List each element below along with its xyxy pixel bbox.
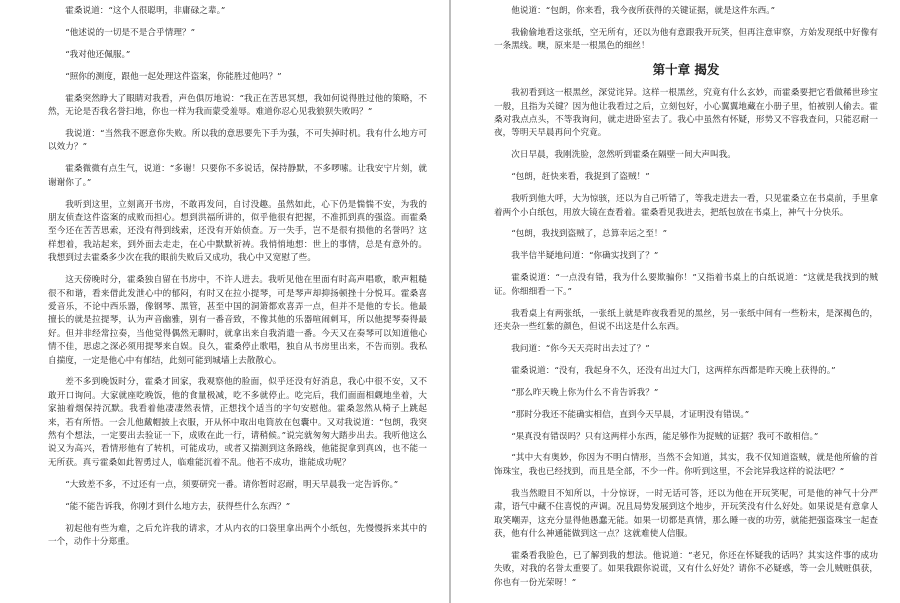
paragraph: “包朗，我找到盗贼了，总算幸运之至！”	[511, 229, 668, 240]
paragraph: 我问道：“你今天天亮时出去过了？”	[511, 343, 650, 354]
paragraph: “照你的测度，跟他一起处理这件盗案，你能胜过他吗？”	[65, 71, 282, 82]
paragraph: 我听到他大呼，大为惊骇，还以为自己听错了，等我走进去一看，只见霍桑立在书桌前，手里拿着两个小白纸包，用放大镜在查看着。霍桑看见我进去，把纸包放在书桌上，神气十分快乐。	[494, 194, 878, 218]
chapter-title: 第十章 揭发	[652, 62, 720, 78]
paragraph: 霍桑说道：“没有，我起身不久，还没有出过大门，这两样东西都是昨天晚上获得的。”	[511, 365, 836, 376]
paragraph: 霍桑突然睁大了眼睛对我看，声色俱厉地说：“我正在苦思冥想，我如何说得胜过他的策略，不然，无论是否我名誉扫地，你也一样为我而蒙受羞辱。难道你忍心见我狼狈失败吗？”	[48, 93, 427, 118]
paragraph: 霍桑说道：“一点没有错，我为什么要欺骗你！”又指着书桌上的白纸说道：“这就是我找到的贼证。你细细看一下。”	[494, 273, 878, 297]
paragraph: 这天傍晚时分，霍桑独自留在书房中，不许人进去。我听见他在里面有时高声唱歌，歌声粗糙很不和谐，看来借此发泄心中的郁闷，有时又在拉小提琴，可是琴声却抑扬顿挫十分悦耳。霍桑喜爱音乐，不论中西乐器，像钢琴、黑管，甚至中国的洞箫都欢喜弄一点，但并不是他的专长。他最擅长的就是拉提琴，认为声音幽雅，别有一番音致，不像其他的乐器喧闹刺耳，所以他提琴奏得最好。但并非经常拉奏，当他觉得偶然无聊时，就拿出来自我消遣一番。今天又在奏琴可以知道他心情不佳，思虑之深必须用提琴来自娱。良久，霍桑停止歌唱，独自从书房里出来，不告而别。我私自揣度，一定是他心中有郁结，此刻可能到城墙上去散散心。	[48, 275, 427, 366]
paragraph: 霍桑说道：“这个人很聪明，非庸碌之辈。”	[65, 6, 226, 16]
paragraph: 他说道：“包朗，你来看，我今夜所获得的关键证据，就是这件东西。”	[511, 6, 776, 16]
left-page	[0, 0, 449, 603]
paragraph: 霍桑微微有点生气，说道：“多谢！只要你不多说话，保持静默，不多啰嗦。让我安宁片刻，就谢谢你了。”	[48, 164, 427, 188]
paragraph: 我当然瞪目不知所以，十分惊讶，一时无话可答，还以为他在开玩笑呢，可是他的神气十分严肃，语气中藏不住喜悦的声调。况且局势发展到这个地步，开玩笑没有什么好处。如果说是有意拿人取笑嘲弄，这充分显得他愚蠢无能。如果一切都是真情，那么睡一夜的功劳，就能把强盗珠宝一起查获，他有什么神通能做到这一点？这就难使人信服。	[494, 488, 878, 539]
paragraph: 我偷偷地看这张纸，空无所有，还以为他有意跟我开玩笑，但再注意审察，方始发现纸中好像有一条黑线。噢，原来是一根黑色的细丝！	[494, 27, 878, 52]
paragraph: 我听到这里，立刻离开书房，不敢再发问，自讨没趣。虽然如此，心下仍是惴惴不安，为我的朋友侦查这件盗案的成败而担心。想到洪福所讲的，似乎他很有把握，不准抓到真的强盗。而霍桑至今还在苦苦思索，还没有得到线索，还没有开始侦查。万一失手，岂不是很有损他的名誉吗？这样想着，我站起来，到外面去走走，在心中默默祈祷。我悄悄地想：世上的事情，总是有意外的。我想到过去霍桑多少次在我的眼前失败后又成功，我心中又宽慰了些。	[48, 199, 427, 264]
paragraph: “我对他还佩服。”	[65, 49, 131, 60]
paragraph: “果真没有错误吗？只有这两样小东西，能足够作为捉贼的证据？我可不敢相信。”	[511, 431, 819, 442]
paragraph: “那么昨天晚上你为什么不肯告诉我？”	[511, 387, 659, 398]
paragraph: 我说道：“当然我不愿意你失败。所以我的意思要先下手为强，不可失掉时机。我有什么地方可以效力？”	[48, 128, 427, 153]
paragraph: “大致差不多，不过还有一点，须要研究一番。请你暂时忍耐，明天早晨我一定告诉你。”	[65, 479, 399, 490]
paragraph: 我初看到这一根黑丝，深觉诧异。这样一根黑丝，究竟有什么玄妙，而霍桑要把它看做稀世珍宝一般，且指为关键？因为他让我看过之后，立刻包好，小心翼翼地藏在小册子里，怕被别人偷去。霍桑对我点点头，不等我询问，就走进卧室去了。我心中虽然有怀疑，形势又不容我查问，只能忍耐一夜，等明天早晨再问个究竟。	[494, 88, 878, 139]
paragraph: 霍桑看我脸色，已了解到我的想法。他说道：“老兄，你还在怀疑我的话吗？其实这件事的成功失败，对我的名誉太重要了。如果我跟你说谎，又有什么好处？请你不必疑惑，等一会儿贼赃俱获，你也有一份光荣呀！”	[494, 550, 878, 588]
paragraph: “那时分我还不能确实相信，直到今天早晨，才证明没有错误。”	[511, 409, 750, 420]
paragraph: 我看桌上有两张纸，一张纸上就是昨夜我看见的黑丝，另一张纸中间有一些粉末，是深褐色的，还夹杂一些红紫的颜色，但说不出这是什么东西。	[494, 308, 878, 332]
right-page	[451, 0, 900, 603]
paragraph: “他述说的一切是不是合乎情理？”	[65, 27, 196, 38]
paragraph: “包朗，赶快来看，我捉到了盗贼！”	[511, 172, 650, 183]
paragraph: 次日早晨，我刚洗脸，忽然听到霍桑在隔壁一间大声叫我。	[511, 150, 736, 161]
paragraph: “其中大有奥妙，你因为不明白情形，当然不会知道，其实，我不仅知道盗贼，就是他所偷的首饰珠宝，我也已经找到，而且是全部，不少一件。你听到这里，不会诧异我这样的说法吧？”	[494, 453, 878, 477]
paragraph: 我半信半疑地问道：“你确实找到了？”	[511, 251, 659, 262]
paragraph: 初起他有些为难，之后允许我的请求，才从内衣的口袋里拿出两个小纸包，先慢慢拆来其中的一个，动作十分郑重。	[48, 523, 427, 547]
paragraph: 差不多到晚饭时分，霍桑才回家，我观察他的脸面，似乎还没有好消息，我心中很不安，又不敢开口询问。大家就座吃晚饭，他的食量极减，吃不多就停止。吃完后，我们面面相觑地坐着，大家抽着烟保持沉默。我看着他凄凄然表情，正想找个适当的字句安慰他。霍桑忽然从椅子上跳起来，若有所悟。一会儿他戴帽披上衣服，开从怀中取出电筒放在包囊中。又对我说道：“包朗，我突然有个想法，一定要出去验证一下，成败在此一行，请稍候。”说完就匆匆大踏步出去。我听他这么说又为高兴，看情形他有了转机，可能成功，或者又揣测到这条路线，他能捉拿到真凶，也不能一无所获。真亏霍桑如此智勇过人，临难能沉着不乱。他若不成功，谁能成功呢？	[48, 377, 427, 468]
paragraph: “能不能告诉我，你刚才到什么地方去，获得些什么东西？”	[65, 501, 291, 512]
